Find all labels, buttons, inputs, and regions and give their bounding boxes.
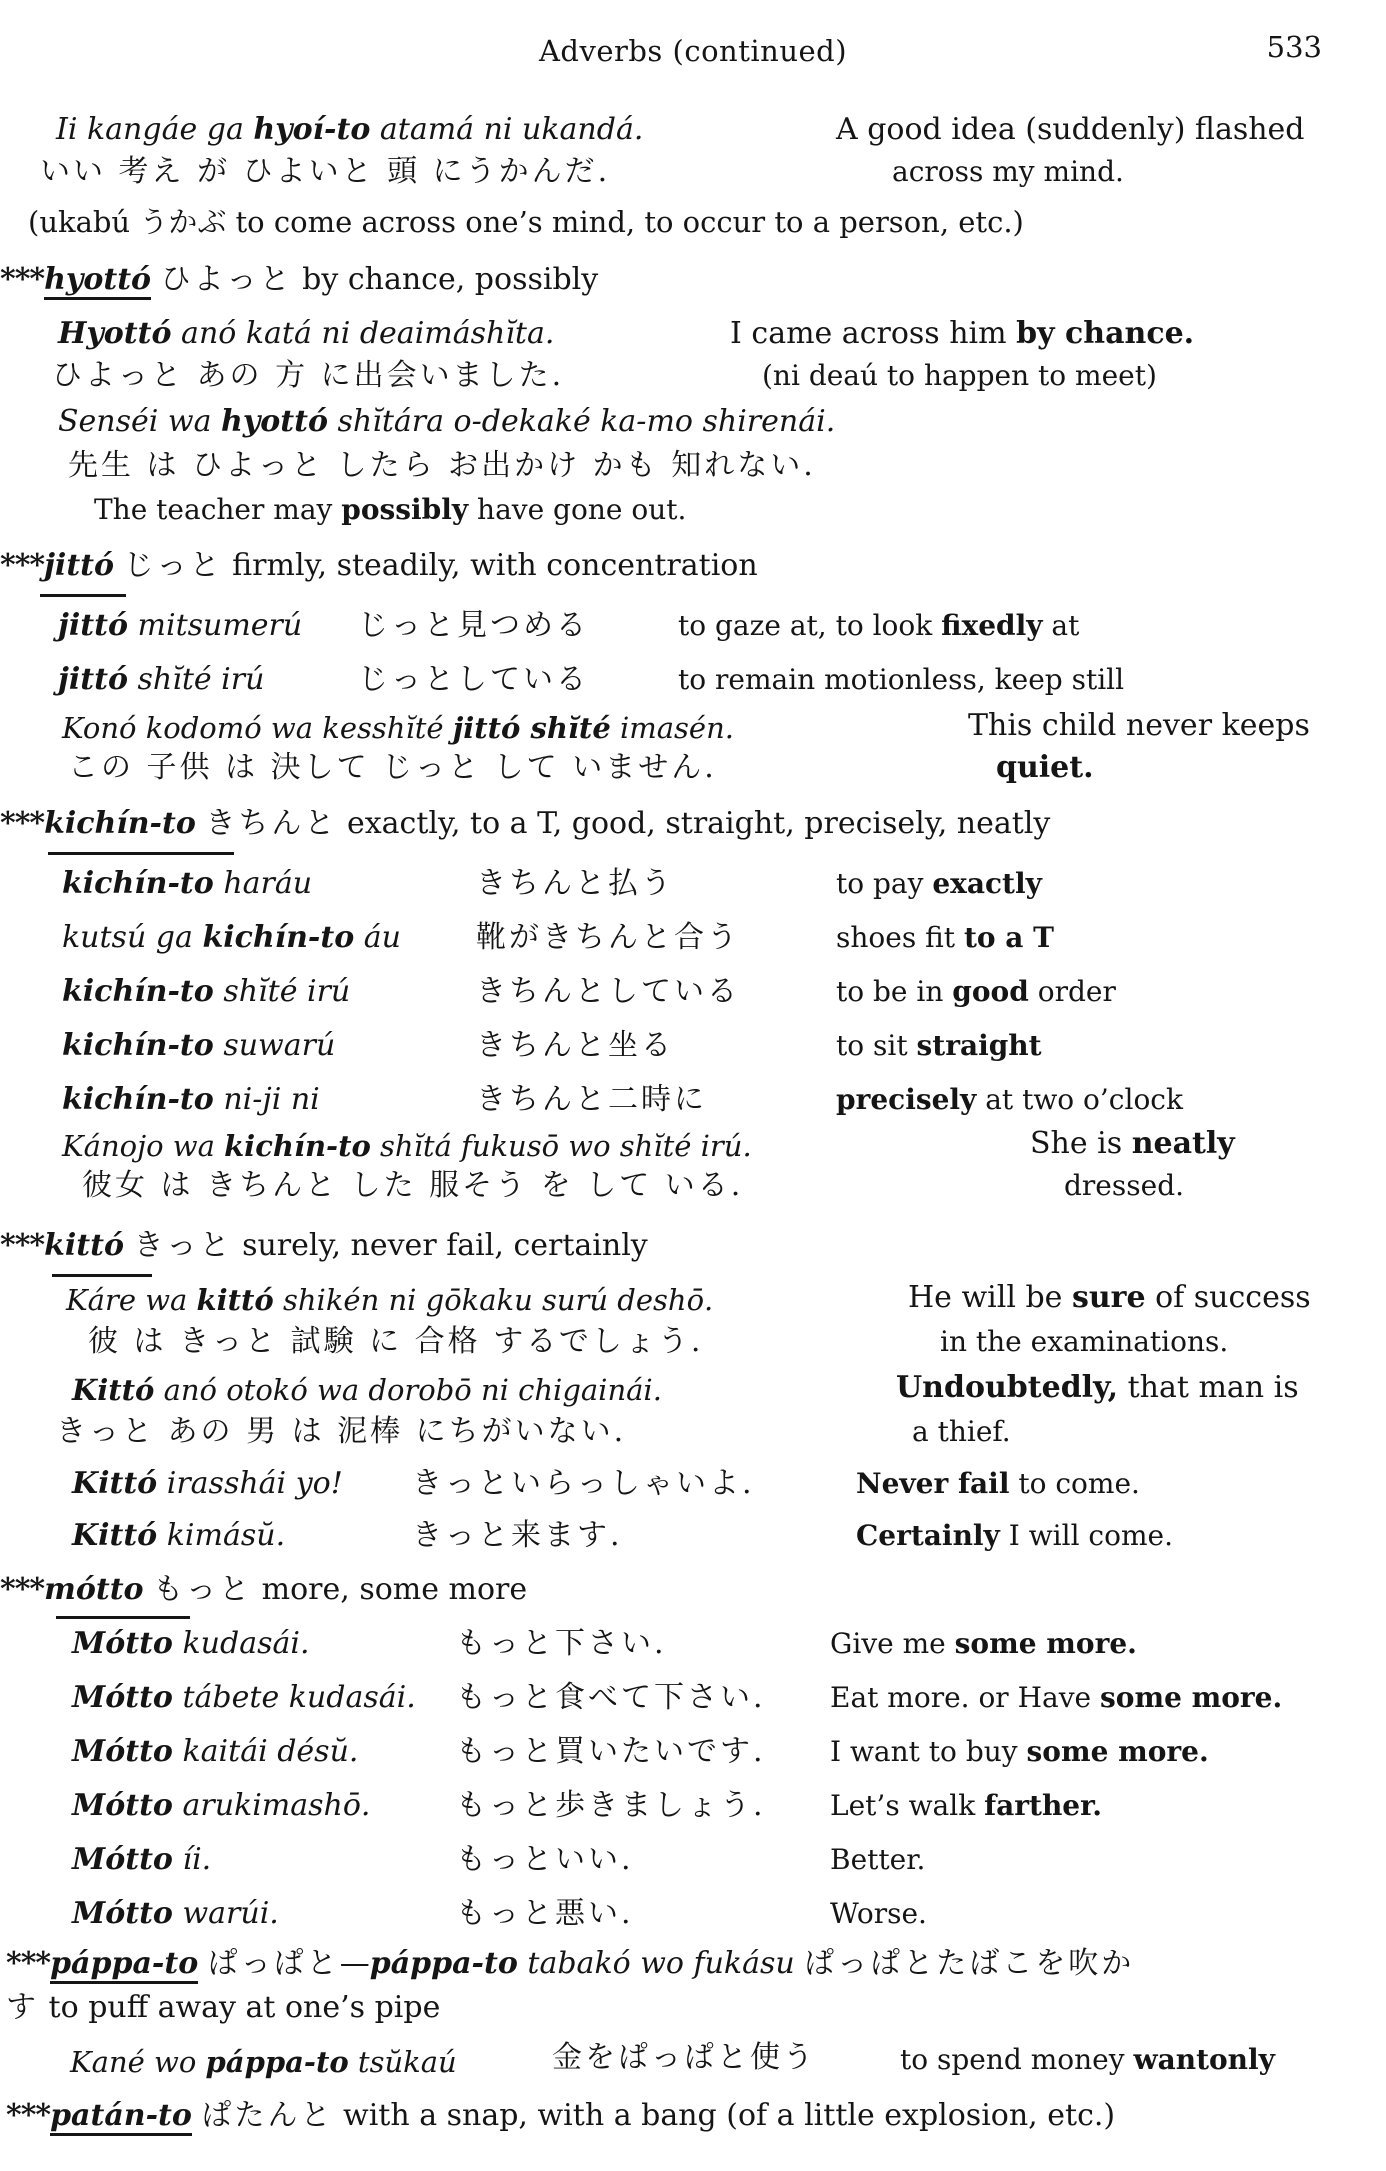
example-english: A good idea (suddenly) flashed: [836, 112, 1305, 147]
english-keyword: exactly: [932, 867, 1042, 900]
phrase-english: [836, 866, 1042, 902]
romaji-text: irasshái yo!: [157, 1466, 343, 1501]
phrase-romaji: [72, 1680, 416, 1716]
example-romaji: [62, 1128, 752, 1164]
romaji-text: Kánojo wa: [62, 1129, 225, 1163]
romaji-keyword: Mótto: [72, 1788, 173, 1823]
example-japanese: この 子供 は 決して じっと して いません.: [68, 750, 717, 785]
english-text: to remain motionless, keep still: [678, 663, 1125, 696]
romaji-text: tabakó wo fukásu: [517, 1946, 795, 1981]
english-keyword: sure: [1071, 1280, 1146, 1315]
example-english: dressed.: [1064, 1169, 1185, 1202]
entry-motto-header: [0, 1572, 527, 1608]
example-english: [900, 2042, 1275, 2078]
romaji-keyword: jittó: [58, 608, 128, 643]
headword-kana: もっと: [153, 1572, 253, 1607]
example-english: [896, 1370, 1299, 1406]
romaji-keyword: hyottó: [221, 404, 328, 439]
romaji-keyword: Mótto: [72, 1842, 173, 1877]
example-english: [730, 316, 1194, 352]
entry-hyotto-header: [0, 262, 598, 298]
headword: kittó: [44, 1228, 124, 1263]
phrase-japanese: もっと食べて下さい.: [456, 1680, 766, 1715]
romaji-keyword: Kittó: [72, 1466, 158, 1501]
example-japanese: きっと あの 男 は 泥棒 にちがいない.: [56, 1414, 627, 1449]
romaji-keyword: hyoí-to: [253, 112, 371, 147]
english-keyword: straight: [916, 1029, 1042, 1062]
headword: kichín-to: [44, 806, 196, 841]
phrase-english: [836, 974, 1116, 1010]
english-text: to gaze at, to look: [678, 609, 942, 642]
english-keyword: to a T: [963, 921, 1055, 954]
romaji-keyword: páppa-to: [369, 1946, 518, 1981]
phrase-japanese: きちんと払う: [476, 866, 674, 901]
phrase-japanese: きちんとしている: [476, 974, 740, 1009]
phrase-japanese: きちんと坐る: [476, 1028, 674, 1063]
romaji-text: kaitái désŭ.: [172, 1734, 359, 1769]
importance-stars: ***: [0, 1228, 45, 1263]
english-text: shoes fit: [836, 921, 964, 954]
phrase-japanese: 靴がきちんと合う: [476, 920, 740, 955]
romaji-keyword: Mótto: [72, 1626, 173, 1661]
romaji-keyword: kittó: [196, 1283, 274, 1317]
example-japanese: 先生 は ひよっと したら お出かけ かも 知れない.: [68, 448, 816, 483]
english-text: I will come.: [999, 1519, 1173, 1552]
headword: patán-to: [50, 2098, 192, 2136]
example-romaji: [70, 2044, 457, 2080]
entry-pappato-continuation: [6, 1990, 440, 2026]
phrase-japanese: もっと悪い.: [456, 1896, 634, 1931]
example-english: a thief.: [912, 1415, 1011, 1448]
romaji-text: warúi.: [172, 1896, 279, 1931]
phrase-japanese: きちんと二時に: [476, 1082, 707, 1117]
phrase-english: [836, 1028, 1042, 1064]
english-text: Better.: [830, 1843, 926, 1876]
phrase-english: [678, 608, 1079, 644]
example-japanese: ぱっぱとたばこを吹か: [804, 1946, 1135, 1981]
headword-meaning: surely, never fail, certainly: [242, 1228, 648, 1263]
romaji-text: Kané wo: [70, 2045, 206, 2079]
english-text: Eat more. or Have: [830, 1681, 1100, 1714]
romaji-keyword: kichín-to: [224, 1129, 371, 1163]
romaji-text: shĭtára o-dekaké ka-mo shirenái.: [328, 404, 836, 439]
romaji-text: kimásŭ.: [157, 1518, 286, 1553]
romaji-text: haráu: [213, 866, 313, 901]
headword-underline: [52, 1274, 152, 1277]
romaji-keyword: Kittó: [72, 1373, 155, 1407]
phrase-romaji: [58, 662, 264, 698]
english-keyword: Never fail: [856, 1467, 1010, 1500]
headword-kana: じっと: [123, 548, 223, 583]
phrase-romaji: [72, 1788, 370, 1824]
english-text: to come.: [1009, 1467, 1140, 1500]
example-romaji: [56, 112, 643, 148]
headword-kana: ひよっと: [160, 262, 293, 297]
romaji-keyword: kichín-to: [62, 1082, 214, 1117]
romaji-text: anó otokó wa dorobō ni chigainái.: [154, 1373, 662, 1407]
phrase-english: [830, 1788, 1102, 1824]
english-text: He will be: [908, 1280, 1072, 1315]
example-english: [908, 1280, 1311, 1316]
romaji-text: suwarú: [213, 1028, 336, 1063]
romaji-text: atamá ni ukandá.: [370, 112, 644, 147]
romaji-text: shĭté irú: [127, 662, 265, 697]
english-keyword: by chance.: [1016, 316, 1195, 351]
example-romaji: [58, 316, 554, 352]
phrase-romaji: [72, 1734, 358, 1770]
example-japanese: 彼 は きっと 試験 に 合格 するでしょう.: [88, 1324, 704, 1359]
romaji-text: Konó kodomó wa kesshĭté: [62, 711, 453, 745]
headword: páppa-to: [50, 1946, 198, 1984]
importance-stars: ***: [0, 262, 45, 297]
example-english: to puff away at one’s pipe: [48, 1990, 441, 2025]
importance-stars: ***: [0, 806, 45, 841]
example-romaji: [72, 1372, 662, 1408]
romaji-text: Káre wa: [66, 1283, 197, 1317]
english-text: Let’s walk: [830, 1789, 985, 1822]
romaji-keyword: kichín-to: [62, 974, 214, 1009]
headword: jittó: [44, 548, 115, 583]
english-text: to pay: [836, 867, 933, 900]
phrase-romaji: [58, 608, 302, 644]
english-keyword: possibly: [341, 493, 469, 526]
romaji-keyword: Mótto: [72, 1680, 173, 1715]
romaji-text: íi.: [172, 1842, 212, 1877]
romaji-text: kutsú ga: [62, 920, 203, 955]
phrase-japanese: きっといらっしゃいよ.: [412, 1466, 755, 1501]
importance-stars: ***: [6, 2098, 51, 2133]
english-text: She is: [1030, 1126, 1132, 1161]
headword-meaning: by chance, possibly: [302, 262, 599, 297]
example-romaji: [62, 710, 734, 746]
english-keyword: farther.: [984, 1789, 1103, 1822]
headword-meaning: exactly, to a T, good, straight, precisely, neatly: [346, 806, 1051, 841]
phrase-japanese: じっとしている: [358, 662, 589, 697]
phrase-english: [830, 1626, 1137, 1662]
example-romaji: [58, 404, 835, 440]
headword-kana: きっと: [133, 1228, 233, 1263]
phrase-romaji: [72, 1626, 310, 1662]
phrase-japanese: きっと来ます.: [412, 1518, 623, 1553]
english-text: Worse.: [830, 1897, 927, 1930]
headword-meaning: with a snap, with a bang (of a little explosion, etc.): [343, 2098, 1116, 2133]
usage-note: (ukabú うかぶ to come across one’s mind, to occur to a person, etc.): [28, 205, 1024, 239]
entry-patanto-header: [6, 2098, 1115, 2134]
romaji-keyword: páppa-to: [205, 2045, 349, 2079]
romaji-text: tábete kudasái.: [172, 1680, 416, 1715]
example-english: across my mind.: [892, 155, 1124, 188]
phrase-english: [836, 920, 1054, 956]
importance-stars: ***: [0, 548, 45, 583]
phrase-english: [830, 1734, 1209, 1770]
importance-stars: ***: [6, 1946, 51, 1981]
phrase-romaji: [62, 974, 350, 1010]
english-keyword: good: [952, 975, 1029, 1008]
english-text: to spend money: [900, 2043, 1134, 2076]
phrase-romaji: [72, 1896, 279, 1932]
headword-kana: きちんと: [205, 806, 338, 841]
phrase-english: [830, 1896, 927, 1932]
romaji-keyword: kichín-to: [202, 920, 355, 955]
phrase-english: [856, 1518, 1173, 1554]
english-text: at: [1042, 609, 1080, 642]
romaji-keyword: jittó: [58, 662, 128, 697]
example-english: quiet.: [996, 750, 1094, 785]
phrase-english: [856, 1466, 1140, 1502]
example-japanese: いい 考え が ひよいと 頭 にうかんだ.: [40, 154, 611, 189]
romaji-keyword: kichín-to: [62, 1028, 214, 1063]
english-text: have gone out.: [468, 493, 687, 526]
romaji-text: anó katá ni deaimáshĭta.: [171, 316, 555, 351]
dash: —: [339, 1946, 370, 1981]
romaji-text: shikén ni gōkaku surú deshō.: [273, 1283, 714, 1317]
phrase-romaji: [62, 866, 312, 902]
phrase-romaji: [72, 1842, 211, 1878]
english-keyword: fixedly: [941, 609, 1043, 642]
headword-meaning: more, some more: [261, 1572, 528, 1607]
romaji-text: kudasái.: [172, 1626, 310, 1661]
example-english: [1030, 1126, 1235, 1162]
english-keyword: precisely: [836, 1083, 977, 1116]
phrase-english: [678, 662, 1124, 698]
phrase-japanese: じっと見つめる: [358, 608, 589, 643]
romaji-text: áu: [354, 920, 401, 955]
example-japanese: 彼女 は きちんと した 服そう を して いる.: [82, 1168, 744, 1203]
entry-jitto-header: [0, 548, 758, 584]
phrase-japanese: もっといい.: [456, 1842, 634, 1877]
romaji-text: shĭté irú: [213, 974, 351, 1009]
phrase-english: [830, 1680, 1282, 1716]
phrase-english: [836, 1082, 1183, 1118]
english-keyword: some more.: [1100, 1681, 1283, 1714]
usage-note: (ni deaú to happen to meet): [762, 359, 1157, 392]
romaji-text: Senséi wa: [58, 404, 222, 439]
phrase-romaji: [62, 1082, 320, 1118]
romaji-text: Ii kangáe ga: [56, 112, 254, 147]
entry-kitto-header: [0, 1228, 648, 1264]
phrase-japanese: もっと買いたいです.: [456, 1734, 766, 1769]
english-keyword: wantonly: [1133, 2043, 1275, 2076]
headword-meaning: firmly, steadily, with concentration: [232, 548, 758, 583]
example-english: [94, 492, 686, 528]
example-english: in the examinations.: [940, 1325, 1229, 1358]
importance-stars: ***: [0, 1572, 45, 1607]
phrase-japanese: もっと下さい.: [456, 1626, 667, 1661]
entry-pappato-header: [6, 1946, 1134, 1982]
english-text: The teacher may: [94, 493, 342, 526]
romaji-text: imasén.: [610, 711, 734, 745]
romaji-keyword: jittó shĭté: [452, 711, 611, 745]
romaji-keyword: kichín-to: [62, 866, 214, 901]
headword-underline: [56, 1616, 190, 1619]
example-japanese: す: [6, 1990, 39, 2025]
english-keyword: some more.: [954, 1627, 1137, 1660]
headword-kana: ぱたんと: [201, 2098, 334, 2133]
english-text: Give me: [830, 1627, 955, 1660]
romaji-keyword: Mótto: [72, 1896, 173, 1931]
english-keyword: some more.: [1026, 1735, 1209, 1768]
headword: mótto: [44, 1572, 144, 1607]
romaji-text: mitsumerú: [127, 608, 303, 643]
example-japanese: ひよっと あの 方 に出会いました.: [52, 358, 565, 393]
romaji-text: ni-ji ni: [213, 1082, 320, 1117]
headword-underline: [40, 594, 126, 597]
english-text: I want to buy: [830, 1735, 1027, 1768]
phrase-romaji: [72, 1466, 343, 1502]
english-keyword: neatly: [1131, 1126, 1235, 1161]
english-text: that man is: [1118, 1370, 1299, 1405]
running-header-title: Adverbs (continued): [538, 34, 848, 68]
headword: hyottó: [44, 262, 151, 300]
example-romaji: [66, 1282, 713, 1318]
romaji-text: shĭtá fukusō wo shĭté irú.: [370, 1129, 752, 1163]
example-english: This child never keeps: [968, 708, 1310, 743]
headword-kana: ぱっぱと: [207, 1946, 340, 1981]
phrase-japanese: もっと歩きましょう.: [456, 1788, 766, 1823]
english-text: to sit: [836, 1029, 917, 1062]
page-number: 533: [1266, 30, 1322, 64]
romaji-keyword: Kittó: [72, 1518, 158, 1553]
phrase-romaji: [62, 920, 401, 956]
romaji-keyword: Hyottó: [58, 316, 172, 351]
english-text: at two o’clock: [976, 1083, 1183, 1116]
romaji-keyword: Mótto: [72, 1734, 173, 1769]
english-text: of success: [1145, 1280, 1311, 1315]
english-keyword: Undoubtedly,: [896, 1370, 1119, 1405]
romaji-text: tsŭkaú: [348, 2045, 457, 2079]
phrase-romaji: [72, 1518, 285, 1554]
entry-kichinto-header: [0, 806, 1050, 842]
phrase-romaji: [62, 1028, 335, 1064]
english-text: order: [1028, 975, 1116, 1008]
example-japanese: 金をぱっぱと使う: [552, 2040, 816, 2075]
headword-underline: [48, 852, 234, 855]
phrase-english: [830, 1842, 925, 1878]
english-text: to be in: [836, 975, 953, 1008]
english-text: I came across him: [730, 316, 1017, 351]
english-keyword: Certainly: [856, 1519, 1000, 1552]
romaji-text: arukimashō.: [172, 1788, 371, 1823]
